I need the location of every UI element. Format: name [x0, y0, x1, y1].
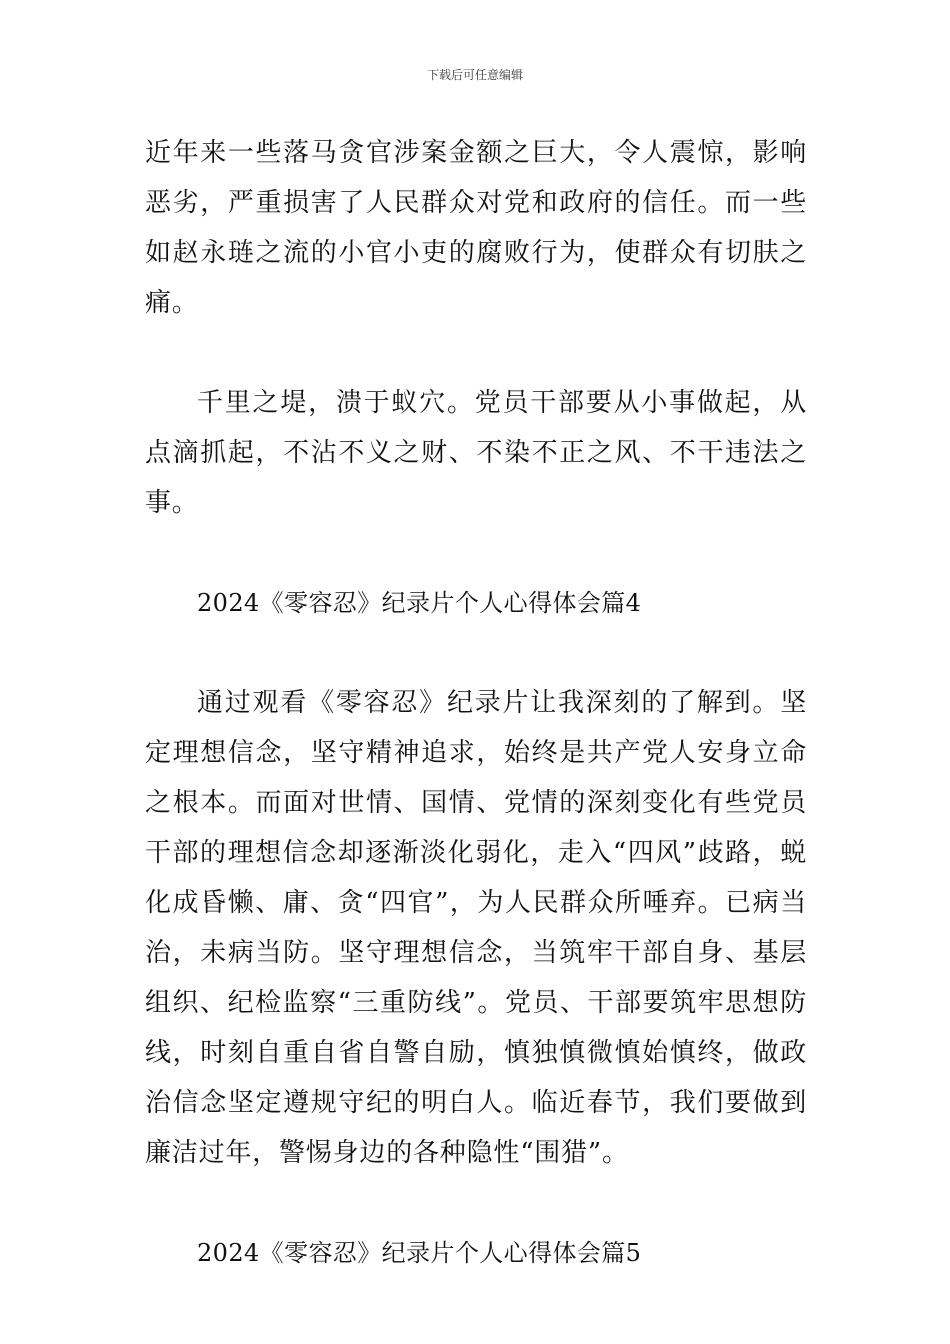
paragraph-corruption-impact: 近年来一些落马贪官涉案金额之巨大，令人震惊，影响恶劣，严重损害了人民群众对党和政府的信任。而一些如赵永琏之流的小官小吏的腐败行为，使群众有切肤之痛。	[145, 138, 807, 318]
paragraph-gap	[145, 528, 807, 578]
paragraph-gap	[145, 628, 807, 678]
paragraph-gap	[145, 328, 807, 378]
section-heading-4: 2024《零容忍》纪录片个人心得体会篇4	[197, 589, 642, 617]
document-body	[145, 128, 807, 1278]
paragraph-start-from-small: 千里之堤，溃于蚁穴。党员干部要从小事做起，从点滴抓起，不沾不义之财、不染不正之风、不干违法之事。	[145, 388, 807, 518]
paragraph-gap	[145, 1178, 807, 1228]
header-note: 下载后可任意编辑	[426, 68, 523, 82]
section-heading-5: 2024《零容忍》纪录片个人心得体会篇5	[197, 1239, 642, 1267]
paragraph-ideals-beliefs: 通过观看《零容忍》纪录片让我深刻的了解到。坚定理想信念，坚守精神追求，始终是共产党人安身立命之根本。而面对世情、国情、党情的深刻变化有些党员干部的理想信念却逐渐淡化弱化，走入“四风”歧路，蜕化成昏懒、庸、贪“四官”，为人民群众所唾弃。已病当治，未病当防。坚守理想信念，当筑牢干部自身、基层组织、纪检监察“三重防线”。党员、干部要筑牢思想防线，时刻自重自省自警自励，慎独慎微慎始慎终，做政治信念坚定遵规守纪的明白人。临近春节，我们要做到廉洁过年，警惕身边的各种隐性“围猎”。	[145, 688, 807, 1168]
